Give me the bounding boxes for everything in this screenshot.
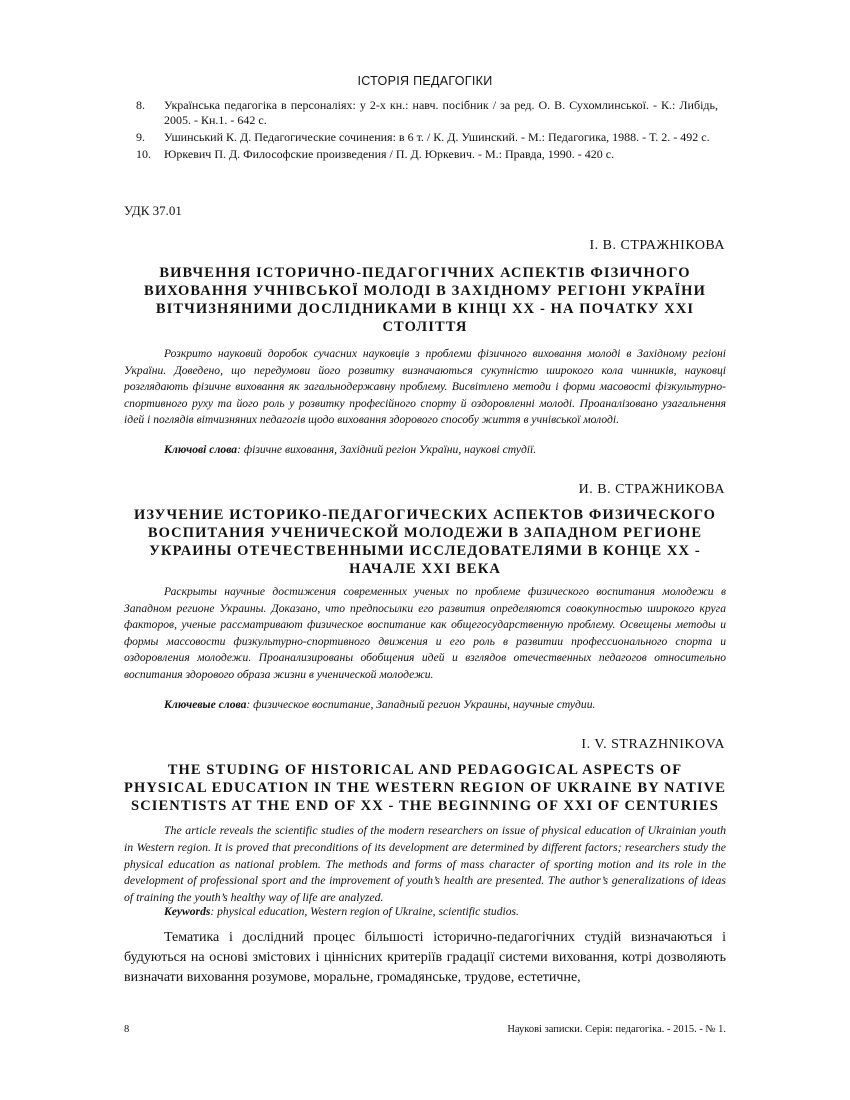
page-number: 8	[124, 1024, 130, 1035]
reference-number: 8.	[136, 98, 145, 112]
udc-code: УДК 37.01	[124, 203, 182, 218]
keywords-eng	[164, 905, 724, 918]
title-rus: ИЗУЧЕНИЕ ИСТОРИКО-ПЕДАГОГИЧЕСКИХ АСПЕКТОВ ФИЗИЧЕСКОГО ВОСПИТАНИЯ УЧЕНИЧЕСКОЙ МОЛОДЕЖИ В ЗАПАДНОМ РЕГИОНЕ УКРАИНЫ ОТЕЧЕСТВЕННЫМИ ИССЛЕДОВАТЕЛЯМИ В КОНЦЕ ХХ - НАЧАЛЕ ХХІ ВЕКА	[133, 507, 717, 577]
keywords-text: : physical education, Western region of Ukraine, scientific studios.	[210, 905, 519, 918]
keywords-rus	[164, 698, 724, 711]
reference-item	[136, 130, 718, 145]
keywords-label: Ключевые слова	[164, 698, 247, 711]
reference-text: Українська педагогіка в персоналіях: у 2-х кн.: навч. посібник / за ред. О. В. Сухомлинської. - К.: Либідь, 2005. - Кн.1. - 642 с.	[164, 98, 718, 127]
abstract-ukr: Розкрито науковий доробок сучасних науковців з проблеми фізичного виховання молоді в Західному регіоні України. Доведено, що передумови його розвитку визначаються сукупністю широкого кола чинників, науковці розглядають фізичне виховання як загальнодержавну проблему. Висвітлено методи і форми масовості фізкультурно-спортивного руху та його роль у розвитку професійного спорту й оздоровленні молоді. Проаналізовано узагальнення ідей і поглядів вітчизняних педагогів щодо виховання здорового способу життя в учнівської молоді.	[124, 347, 726, 427]
title-ukr: ВИВЧЕННЯ ІСТОРИЧНО-ПЕДАГОГІЧНИХ АСПЕКТІВ ФІЗИЧНОГО ВИХОВАННЯ УЧНІВСЬКОЇ МОЛОДІ В ЗАХІДНОМУ РЕГІОНІ УКРАЇНИ ВІТЧИЗНЯНИМИ ДОСЛІДНИКАМИ В КІНЦІ ХХ - НА ПОЧАТКУ ХХІ СТОЛІТТЯ	[144, 265, 706, 335]
keywords-label: Ключові слова	[164, 443, 238, 456]
author-rus: И. В. СТРАЖНИКОВА	[578, 482, 725, 497]
keywords-label: Keywords	[164, 905, 211, 918]
abstract-eng: The article reveals the scientific studies of the modern researchers on issue of physical education of Ukrainian youth in Western region. It is proved that preconditions of its development are determined by different factors; researchers study the physical education as national problem. The methods and forms of mass character of sporting motion and its role in the development of professional sport and the improvement of youth’s health are presented. The author’s generalizations of ideas of training the youth’s healthy way of life are analyzed.	[124, 823, 726, 905]
journal-citation: Наукові записки. Серія: педагогіка. - 2015. - № 1.	[507, 1024, 726, 1035]
author-eng: I. V. STRAZHNIKOVA	[581, 737, 725, 752]
reference-number: 9.	[136, 130, 145, 144]
keywords-ukr	[164, 443, 724, 456]
title-eng: THE STUDING OF HISTORICAL AND PEDAGOGICAL ASPECTS OF PHYSICAL EDUCATION IN THE WESTERN REGION OF UKRAINE BY NATIVE SCIENTISTS AT THE END OF XX - THE BEGINNING OF XXI OF CENTURIES	[124, 762, 726, 814]
reference-item	[136, 147, 718, 162]
reference-number: 10.	[136, 147, 151, 161]
reference-list	[136, 98, 718, 164]
reference-item	[136, 98, 718, 128]
keywords-text: : фізичне виховання, Західний регіон України, наукові студії.	[237, 443, 537, 456]
reference-text: Ушинський К. Д. Педагогические сочинения: в 6 т. / К. Д. Ушинский. - М.: Педагогика, 1988. - Т. 2. - 492 с.	[164, 130, 710, 144]
running-head: ІСТОРІЯ ПЕДАГОГІКИ	[357, 74, 493, 88]
keywords-text: : физическое воспитание, Западный регион Украины, научные студии.	[246, 698, 596, 711]
abstract-rus: Раскрыты научные достижения современных ученых по проблеме физического воспитания молодежи в Западном регионе Украины. Доказано, что предпосылки его развития определяются совокупностью широкого круга факторов, ученые рассматривают физическое воспитание как общегосударственную проблему. Освещены методы и формы массовости физкультурно-спортивного движения и его роль в развитии профессионального спорта и оздоровления молодежи. Проанализированы обобщения идей и взглядов отечественных педагогов относительно воспитания здорового образа жизни в ученической молодежи.	[124, 585, 726, 681]
author-ukr: І. В. СТРАЖНІКОВА	[589, 238, 725, 253]
reference-text: Юркевич П. Д. Философские произведения / П. Д. Юркевич. - М.: Правда, 1990. - 420 с.	[164, 147, 615, 161]
body-paragraph: Тематика і дослідний процес більшості історично-педагогічних студій визначаються і будуються на основі змістових і ціннісних критеріїв градації системи виховання, котрі дозволяють визначати виховання розумове, моральне, громадянське, трудове, естетичне,	[124, 930, 726, 985]
